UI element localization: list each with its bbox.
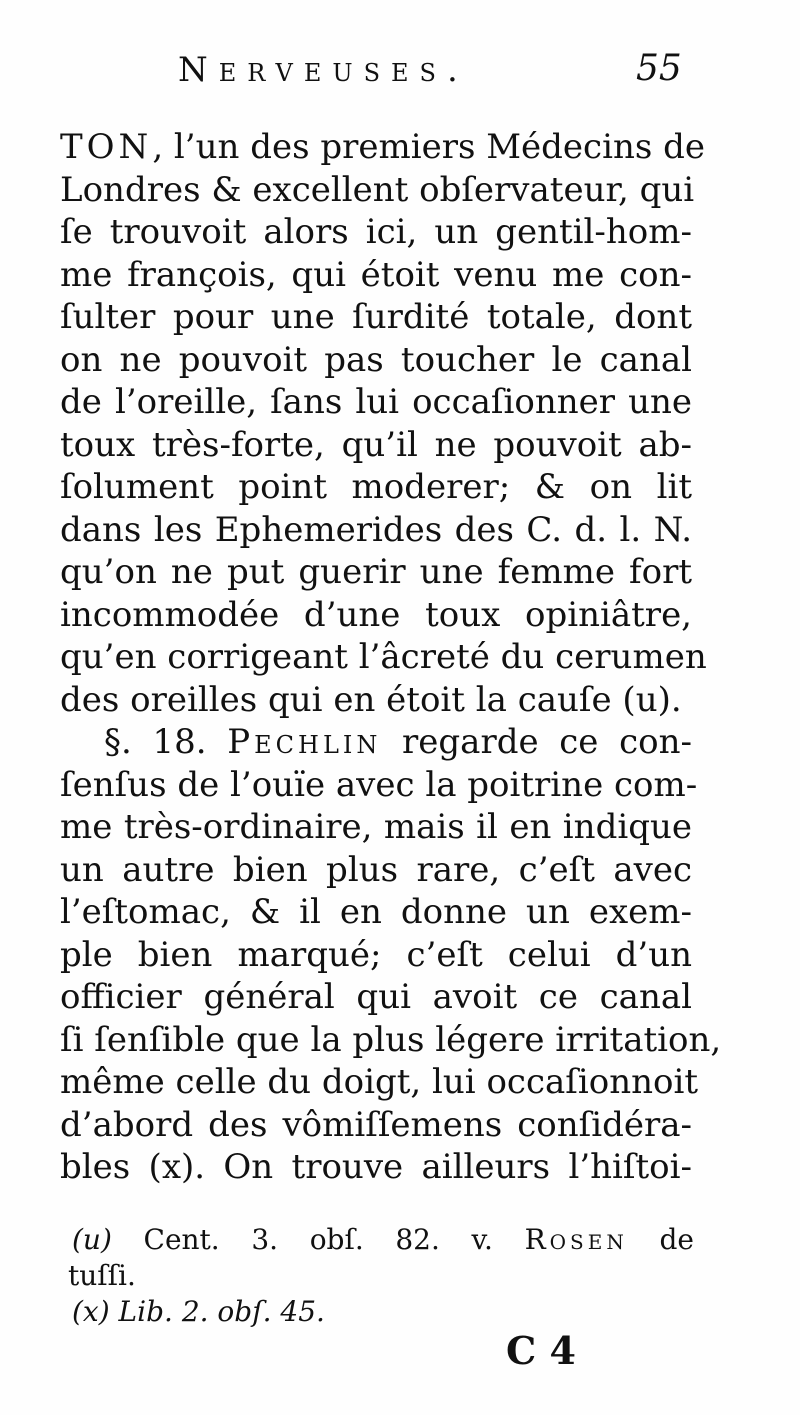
text-line: ſolument point moderer; & on lit (60, 467, 692, 507)
body-text (60, 126, 722, 1189)
text-line: même celle du doigt, lui occaſionnoit (60, 1062, 698, 1102)
footnote-u-continuation: tuſſi. (68, 1259, 136, 1292)
footnote-marker: (x) (72, 1295, 110, 1328)
text-line: ſe trouvoit alors ici, un gentil-hom- (60, 212, 692, 252)
text-line: Londres & excellent obſervateur, qui (60, 169, 695, 210)
text-line: on ne pouvoit pas toucher le canal (60, 339, 692, 380)
paragraph-start-line (60, 721, 692, 764)
footnote-text: Cent. 3. obſ. 82. v. (111, 1223, 525, 1256)
text-line: l’eſtomac, & il en donne un exem- (60, 892, 692, 932)
footnote-x (72, 1294, 694, 1330)
text-line: me françois, qui étoit venu me con- (60, 254, 692, 295)
text-line: d’abord des vômiſſemens conſidéra- (60, 1104, 692, 1145)
page-number: 55 (636, 48, 682, 89)
text-line: me très-ordinaire, mais il en indique (60, 807, 692, 847)
footnote-text: Lib. 2. obſ. 45. (109, 1295, 325, 1328)
section-number: §. 18. (104, 722, 228, 762)
text-line: incommodée d’une toux opiniâtre, (60, 594, 692, 635)
text-line: ſulter pour une ſurdité totale, dont (60, 297, 692, 337)
text-line: un autre bien plus rare, c’eſt avec (60, 849, 692, 890)
text-line: bles (x). On trouve ailleurs l’hiſtoi- (60, 1147, 692, 1187)
footnote-author-small-caps: Rosen (524, 1223, 628, 1256)
text-line: officier général qui avoit ce canal (60, 977, 692, 1017)
text-line: toux très-forte, qu’il ne pouvoit ab- (60, 424, 692, 465)
text-line: dans les Ephemerides des C. d. l. N. (60, 509, 692, 550)
footnote-u (72, 1222, 694, 1258)
footnote-text-end: de (627, 1223, 694, 1256)
text-line: qu’en corrigeant l’âcreté du cerumen (60, 637, 707, 677)
text-line: ſenſus de l’ouïe avec la poitrine com- (60, 764, 698, 805)
text-line: ſi ſenſible que la plus légere irritation, (60, 1019, 722, 1060)
author-name-small-caps: TON (60, 127, 153, 167)
author-name-small-caps: Pechlin (227, 722, 382, 762)
text-line-rest: regarde ce con- (381, 722, 693, 762)
text-line: qu’on ne put guerir une femme fort (60, 552, 692, 592)
text-line (60, 126, 706, 169)
footnotes (68, 1222, 694, 1330)
text-line: des oreilles qui en étoit la cauſe (u). (60, 679, 682, 720)
running-head (0, 44, 800, 104)
text-line: ple bien marqué; c’eſt celui d’un (60, 934, 692, 975)
signature-mark: C 4 (506, 1328, 576, 1373)
text-line: de l’oreille, ſans lui occaſionner une (60, 382, 692, 422)
footnote-marker: (u) (72, 1223, 112, 1256)
running-title: Nerveuses. (178, 50, 469, 90)
text-line-rest: , l’un des premiers Médecins de (152, 127, 706, 167)
